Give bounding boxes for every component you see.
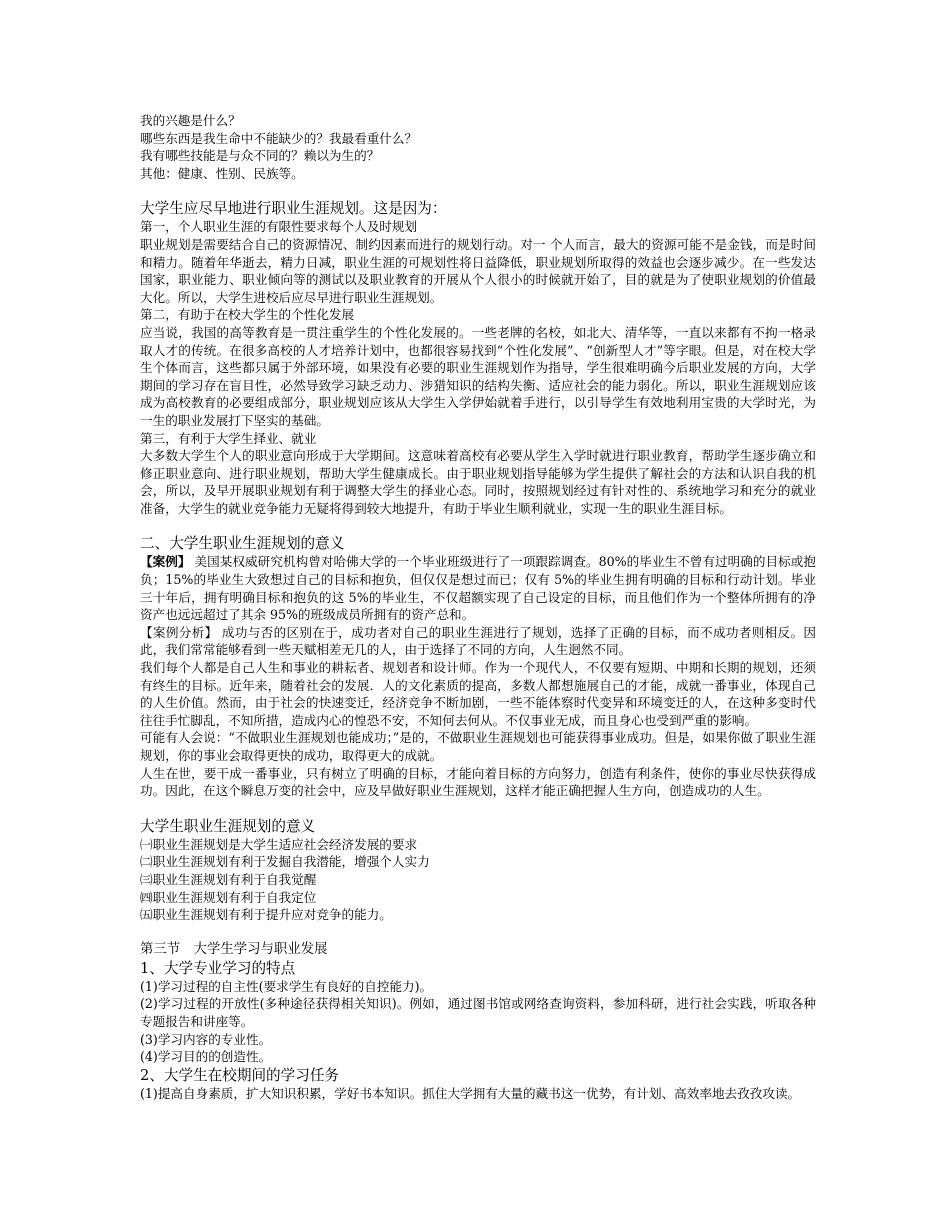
point-title: 第二，有助于在校大学生的个性化发展 bbox=[140, 307, 355, 323]
question-line: 哪些东西是我生命中不能缺少的？我最看重什么？ bbox=[140, 130, 418, 146]
question-line: 我有哪些技能是与众不同的？赖以为生的？ bbox=[140, 148, 380, 164]
analysis-label: 【案例分析】 bbox=[140, 624, 218, 640]
question-line: 我的兴趣是什么？ bbox=[140, 113, 241, 128]
subsection-heading: 2、大学生在校期间的学习任务 bbox=[140, 1066, 340, 1084]
analysis-paragraph bbox=[140, 624, 816, 659]
list-item: (1)提高自身素质，扩大知识积累，学好书本知识。抓住大学拥有大量的藏书这一优势，有计划、高效率地去孜孜攻读。 bbox=[140, 1085, 801, 1101]
body-paragraph: 我们每个人都是自己人生和事业的耕耘者、规划者和设计师。作为一个现代人，不仅要有短期、中期和长期的规划，还须有终生的目标。近年来，随着社会的发展．人的文化素质的提高，多数人都想施展自己的才能，成就一番事业，体现自己的人生价值。然而，由于社会的快速变迁，经济竞争不断加剧，一些不能体察时代变异和环境变迁的人，在这种多变时代往往手忙脚乱，不知所措，造成内心的惶恐不安，不知何去何从。不仅事业无成，而且身心也受到严重的影响。 bbox=[140, 660, 816, 728]
list-item: (1)学习过程的自主性(要求学生有良好的自控能力)。 bbox=[140, 978, 433, 994]
list-item: ㈤职业生涯规划有利于提升应对竞争的能力。 bbox=[140, 907, 392, 923]
analysis-body: 成功与否的区别在于，成功者对自己的职业生涯进行了规划，选择了正确的目标，而不成功者则相反。因此，我们常常能够看到一些天赋相差无几的人，由于选择了不同的方向，人生迥然不同。 bbox=[140, 624, 816, 658]
question-list bbox=[140, 112, 816, 182]
list-item: ㈢职业生涯规划有利于自我觉醒 bbox=[140, 871, 317, 887]
document-page bbox=[140, 112, 816, 1102]
point-body: 职业规划是需要结合自己的资源情况、制约因素而进行的规划行动。对一 个人而言，最大的资源可能不是金钱，而是时间和精力。随着年华逝去，精力日减，职业生涯的可规划性将日益降低，职业规划所取得的效益也会逐步减少。在一些发达国家，职业能力、职业倾向等的测试以及职业教育的开展从个人很小的时候就开始了，目的就是为了使职业规划的价值最大化。所以，大学生进校后应尽早进行职业生涯规划。 bbox=[140, 236, 816, 305]
section-meaning bbox=[140, 534, 816, 799]
chapter-heading: 第三节 大学生学习与职业发展 bbox=[140, 941, 328, 957]
point-title: 第一，个人职业生涯的有限性要求每个人及时规划 bbox=[140, 219, 418, 235]
section-three bbox=[140, 941, 816, 1103]
section-early-planning bbox=[140, 199, 816, 517]
section-heading: 大学生职业生涯规划的意义 bbox=[140, 817, 316, 835]
point-title: 第三，有利于大学生择业、就业 bbox=[140, 430, 317, 446]
list-item: (3)学习内容的专业性。 bbox=[140, 1031, 272, 1047]
list-item: ㈡职业生涯规划有利于发掘自我潜能，增强个人实力 bbox=[140, 854, 430, 870]
list-item: ㈠职业生涯规划是大学生适应社会经济发展的要求 bbox=[140, 836, 418, 852]
point-body: 大多数大学生个人的职业意向形成于大学期间。这意味着高校有必要从学生入学时就进行职业教育，帮助学生逐步确立和修正职业意向、进行职业规划，帮助大学生健康成长。由于职业规划指导能够为学生提供了解社会的方法和认识自我的机会，所以，及早开展职业规划有利于调整大学生的择业心态。同时，按照规划经过有针对性的、系统地学习和充分的就业准备，大学生的就业竞争能力无疑将得到较大地提升，有助于毕业生顺利就业，实现一生的职业生涯目标。 bbox=[140, 448, 816, 516]
case-paragraph bbox=[140, 553, 816, 623]
list-item: ㈣职业生涯规划有利于自我定位 bbox=[140, 889, 317, 905]
section-heading: 大学生应尽早地进行职业生涯规划。这是因为： bbox=[140, 200, 447, 218]
body-paragraph: 人生在世，要干成一番事业，只有树立了明确的目标，才能向着目标的方向努力，创造有利条件，使你的事业尽快获得成功。因此，在这个瞬息万变的社会中，应及早做好职业生涯规划，这样才能正确把握人生方向，创造成功的人生。 bbox=[140, 765, 816, 799]
case-body: 美国某权威研究机构曾对哈佛大学的一个毕业班级进行了一项跟踪调查。80%的毕业生不曾有过明确的目标或抱负；15%的毕业生大致想过自己的目标和抱负，但仅仅是想过而已；仅有 5%的毕业生拥有明确的目标和行动计划。毕业三十年后，拥有明确目标和抱负的这 5%的毕业生，不仅超额实现了自己设定的目标，而且他们作为一个整体所拥有的净资产也远远超过了其余 95%的班级成员所拥有的资产总和。 bbox=[140, 554, 817, 623]
case-label: 【案例】 bbox=[140, 554, 191, 570]
section-heading: 二、大学生职业生涯规划的意义 bbox=[140, 535, 345, 553]
list-item: (2)学习过程的开放性(多种途径获得相关知识)。例如，通过图书馆或网络查询资料，参加科研，进行社会实践，听取各种专题报告和讲座等。 bbox=[140, 996, 816, 1029]
section-meaning-list bbox=[140, 817, 816, 924]
body-paragraph: 可能有人会说：“不做职业生涯规划也能成功；”是的，不做职业生涯规划也可能获得事业成功。但是，如果你做了职业生涯规划，你的事业会取得更快的成功，取得更大的成就。 bbox=[140, 730, 816, 763]
question-line: 其他：健康、性别、民族等。 bbox=[140, 165, 304, 181]
point-body: 应当说，我国的高等教育是一贯注重学生的个性化发展的。一些老牌的名校，如北大、清华等，一直以来都有不拘一格录取人才的传统。在很多高校的人才培养计划中，也都很容易找到“个性化发展”、“创新型人才”等字眼。但是，对在校大学生个体而言，这些都只属于外部环境，如果没有必要的职业生涯规划作为指导，学生很难明确今后职业发展的方向，大学期间的学习存在盲目性，必然导致学习缺乏动力、涉猎知识的结构失衡、适应社会的能力弱化。所以，职业生涯规划应该成为高校教育的必要组成部分，职业规划应该从大学生入学伊始就着手进行，以引导学生有效地利用宝贵的大学时光，为一生的职业发展打下坚实的基础。 bbox=[140, 324, 816, 428]
subsection-heading: 1、大学专业学习的特点 bbox=[140, 959, 296, 977]
list-item: (4)学习目的的创造性。 bbox=[140, 1049, 272, 1065]
